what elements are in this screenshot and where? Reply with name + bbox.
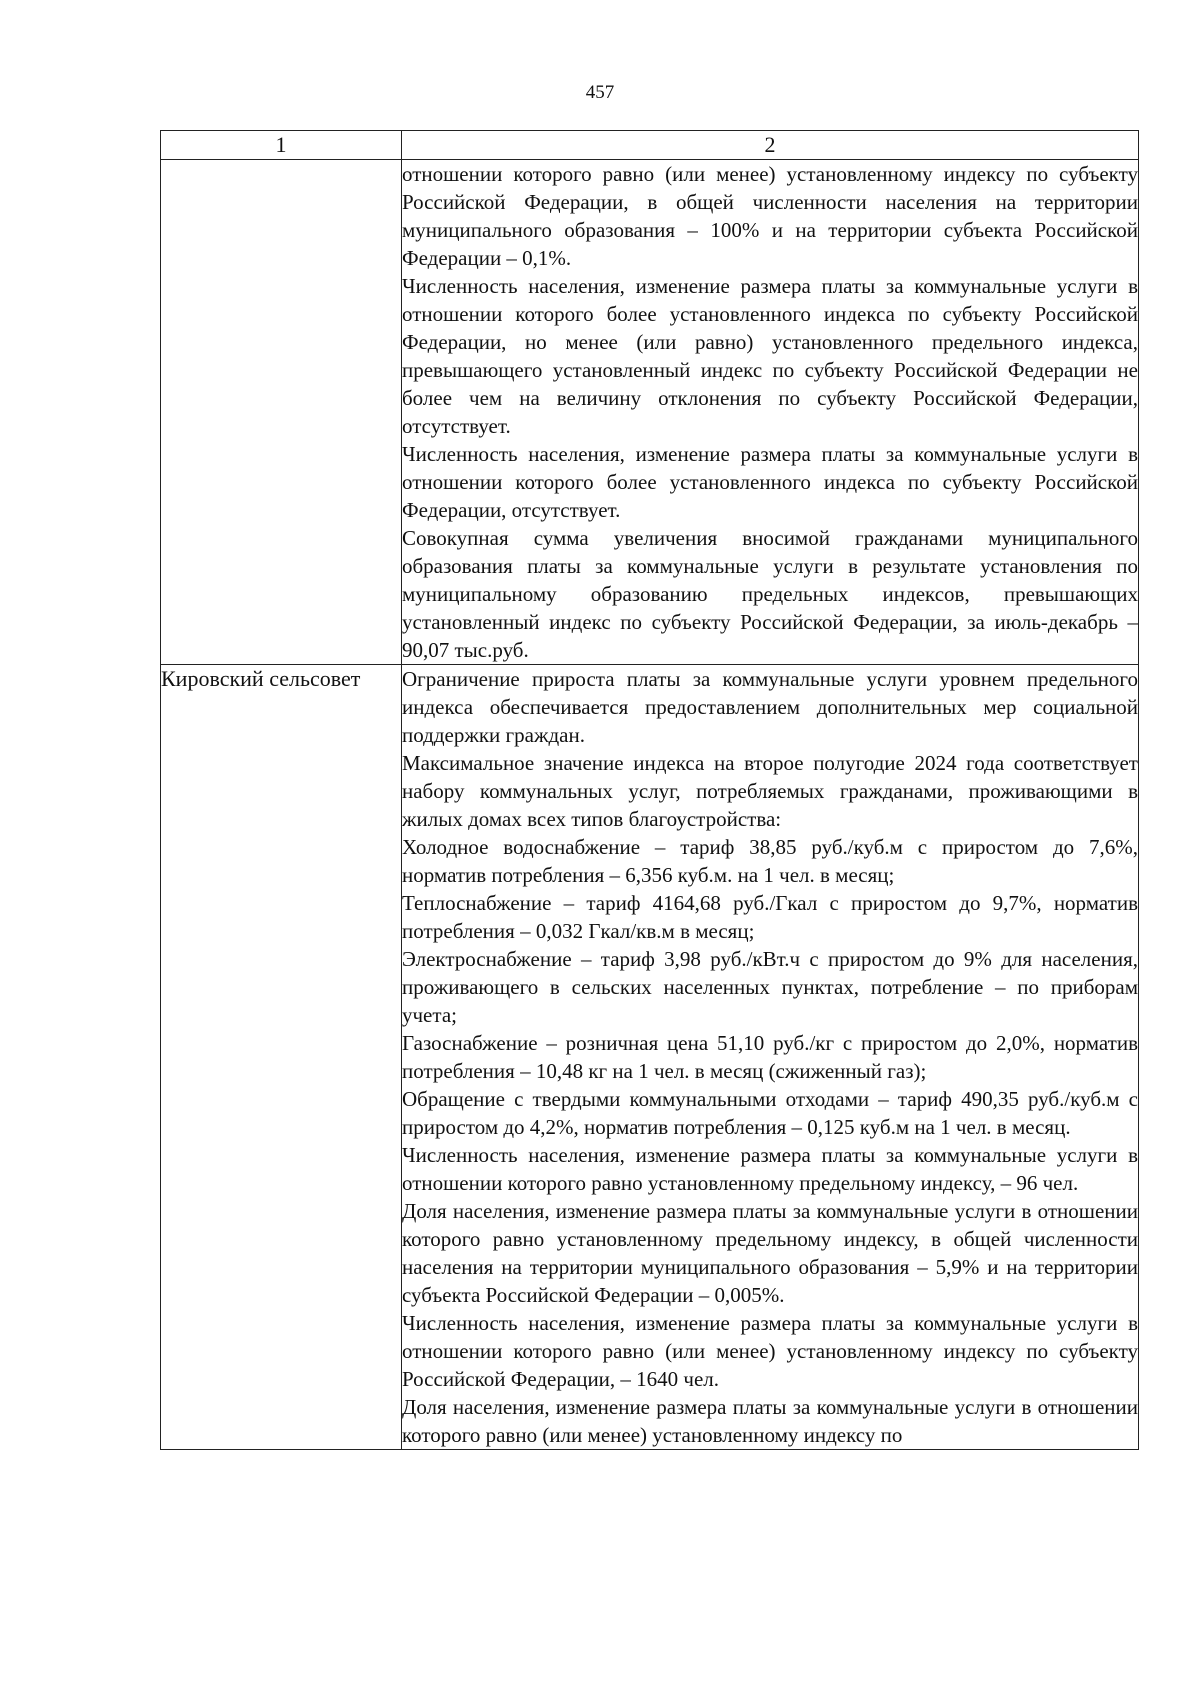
paragraph: Ограничение прироста платы за коммунальные услуги уровнем предельного индекса обеспечивается предоставлением дополнительных мер социальной поддержки граждан. [402,667,1138,747]
paragraph: Численность населения, изменение размера платы за коммунальные услуги в отношении которого равно (или менее) установленному индексу по субъекту Российской Федерации, – 1640 чел. [402,1311,1138,1391]
paragraph: Газоснабжение – розничная цена 51,10 руб./кг с приростом до 2,0%, норматив потребления – 10,48 кг на 1 чел. в месяц (сжиженный газ); [402,1031,1138,1083]
paragraph: Доля населения, изменение размера платы за коммунальные услуги в отношении которого равно (или менее) установленному индексу по [402,1395,1138,1447]
paragraph: Холодное водоснабжение – тариф 38,85 руб./куб.м с приростом до 7,6%, норматив потребления – 6,356 куб.м. на 1 чел. в месяц; [402,835,1138,887]
page-number: 457 [585,82,615,103]
document-table [160,130,1139,1450]
paragraph: Обращение с твердыми коммунальными отходами – тариф 490,35 руб./куб.м с приростом до 4,2%, норматив потребления – 0,125 куб.м на 1 чел. в месяц. [402,1087,1138,1139]
paragraph: Доля населения, изменение размера платы за коммунальные услуги в отношении которого равно установленному предельному индексу, в общей численности населения на территории муниципального образования – 5,9% и на территории субъекта Российской Федерации – 0,005%. [402,1199,1138,1307]
paragraph: Максимальное значение индекса на второе полугодие 2024 года соответствует набору коммунальных услуг, потребляемых гражданами, проживающими в жилых домах всех типов благоустройства: [402,751,1138,831]
paragraph: Совокупная сумма увеличения вносимой гражданами муниципального образования платы за коммунальные услуги в результате установления по муниципальному образованию предельных индексов, превышающих установленный индекс по субъекту Российской Федерации, за июль-декабрь – 90,07 тыс.руб. [402,526,1138,662]
paragraph: отношении которого равно (или менее) установленному индексу по субъекту Российской Федерации, в общей численности населения на территории муниципального образования – 100% и на территории субъекта Российской Федерации – 0,1%. [402,162,1138,270]
paragraph: Численность населения, изменение размера платы за коммунальные услуги в отношении которого более установленного индекса по субъекту Российской Федерации, отсутствует. [402,442,1138,522]
paragraph: Электроснабжение – тариф 3,98 руб./кВт.ч с приростом до 9% для населения, проживающего в сельских населенных пунктах, потребление – по приборам учета; [402,947,1138,1027]
column-header-2: 2 [402,131,1139,160]
table-row [161,160,1139,665]
region-cell [161,160,402,665]
paragraph: Теплоснабжение – тариф 4164,68 руб./Гкал с приростом до 9,7%, норматив потребления – 0,032 Гкал/кв.м в месяц; [402,891,1138,943]
description-cell [402,665,1139,1450]
column-header-1: 1 [161,131,402,160]
table-header-row [161,131,1139,160]
paragraph: Численность населения, изменение размера платы за коммунальные услуги в отношении которого более установленного индекса по субъекту Российской Федерации, но менее (или равно) установленного предельного индекса, превышающего установленный индекс по субъекту Российской Федерации не более чем на величину отклонения по субъекту Российской Федерации, отсутствует. [402,274,1138,438]
region-cell: Кировский сельсовет [161,665,402,1450]
paragraph: Численность населения, изменение размера платы за коммунальные услуги в отношении которого равно установленному предельному индексу, – 96 чел. [402,1143,1138,1195]
description-cell [402,160,1139,665]
table-row [161,665,1139,1450]
